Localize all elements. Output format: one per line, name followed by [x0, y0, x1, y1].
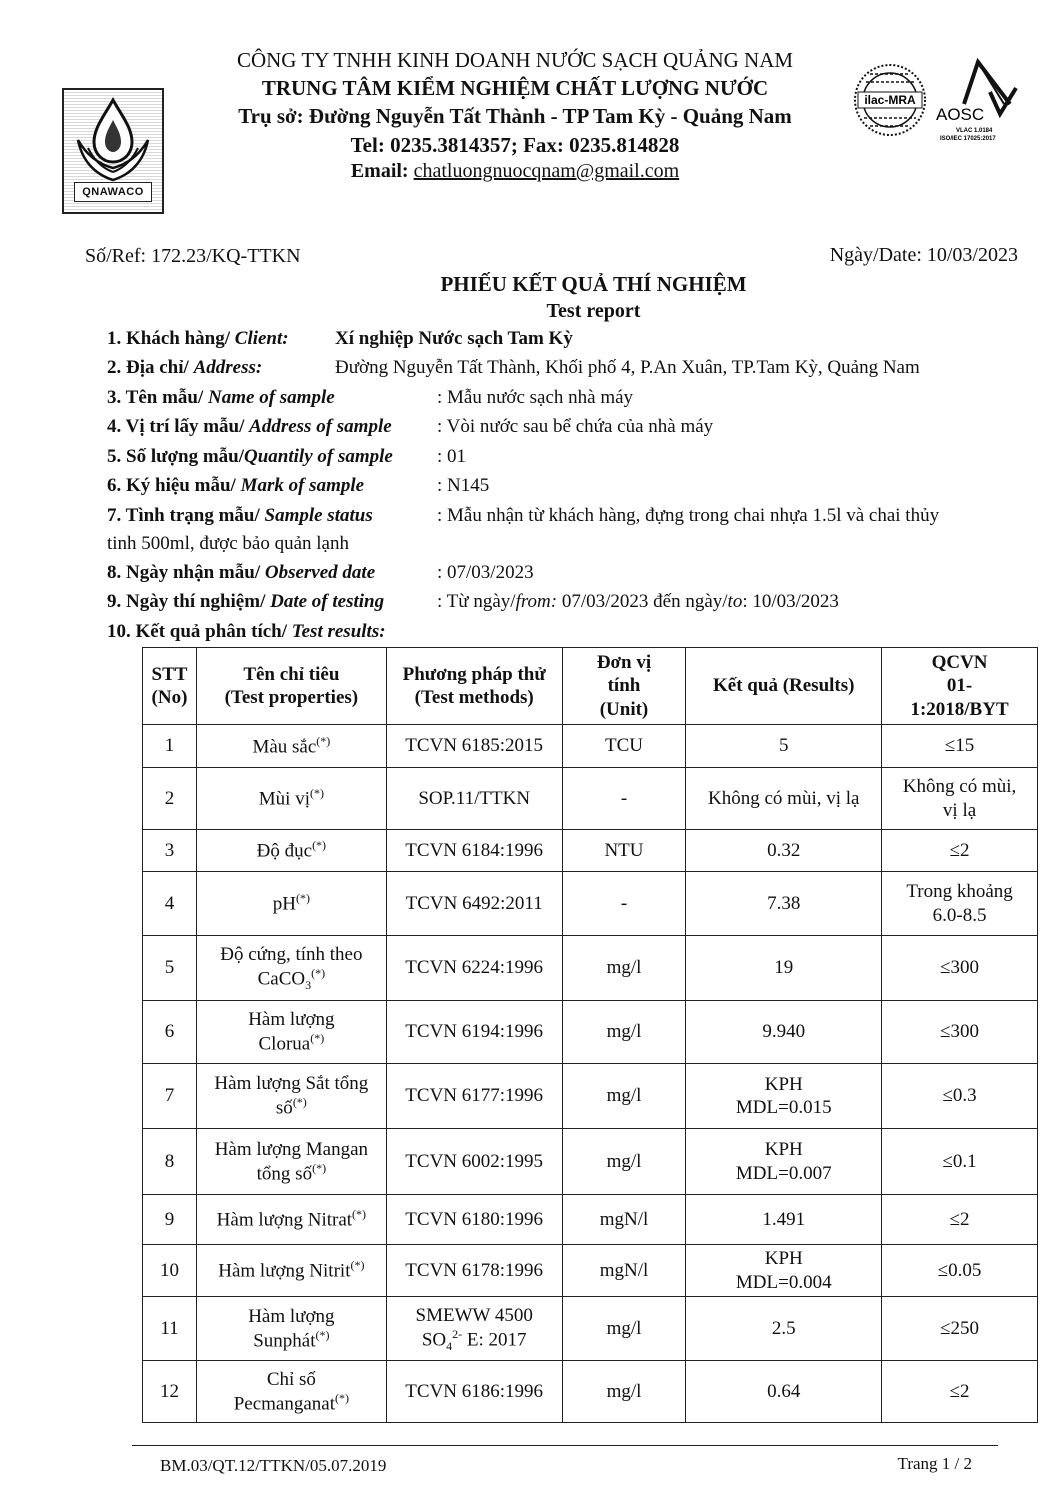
info-quantity — [107, 446, 467, 468]
results-label: 10. Kết quả phân tích/ Test results: — [107, 621, 386, 642]
reference-number: Số/Ref: 172.23/KQ-TTKN — [85, 245, 301, 267]
cell-name: Độ đục(*) — [196, 830, 386, 872]
cell-unit: mg/l — [562, 936, 686, 1001]
cell-method: SMEWW 4500 $SO_4^{2-}$ E: 2017 — [386, 1297, 562, 1361]
cell-no: 10 — [143, 1245, 197, 1297]
cell-result: Không có mùi, vị lạ — [686, 768, 882, 830]
info-results-heading — [107, 621, 386, 643]
cell-unit: mgN/l — [562, 1245, 686, 1297]
cell-name: Hàm lượng Mangan tổng số(*) — [196, 1129, 386, 1195]
ilac-mra-seal — [852, 60, 928, 140]
ilac-mra-seal-icon — [852, 60, 928, 140]
sample-name-value: : Mẫu nước sạch nhà máy — [437, 387, 634, 408]
cell-method: TCVN 6224:1996 — [386, 936, 562, 1001]
mark-label: 6. Ký hiệu mẫu/ Mark of sample — [107, 475, 365, 496]
cell-result: 9.940 — [686, 1001, 882, 1064]
cell-limit: ≤2 — [882, 830, 1038, 872]
cell-method: SOP.11/TTKN — [386, 768, 562, 830]
phone-fax: Tel: 0235.3814357; Fax: 0235.814828 — [350, 133, 680, 157]
cell-no: 3 — [143, 830, 197, 872]
cell-limit: ≤0.05 — [882, 1245, 1038, 1297]
info-sample-name — [107, 387, 634, 409]
mark-value: : N145 — [437, 475, 490, 496]
aosc-accreditation-seal — [934, 56, 1018, 146]
cell-result: 19 — [686, 936, 882, 1001]
cell-limit: ≤0.1 — [882, 1129, 1038, 1195]
status-value: : Mẫu nhận từ khách hàng, đựng trong chai nhựa 1.5l và chai thủy — [437, 505, 940, 526]
results-table — [142, 647, 1038, 1423]
cell-name: Mùi vị(*) — [196, 768, 386, 830]
cell-result: 0.64 — [686, 1361, 882, 1423]
cell-method: TCVN 6180:1996 — [386, 1195, 562, 1245]
cell-unit: mg/l — [562, 1001, 686, 1064]
cell-no: 12 — [143, 1361, 197, 1423]
cell-method: TCVN 6492:2011 — [386, 872, 562, 936]
table-row — [143, 936, 1038, 1001]
cell-no: 11 — [143, 1297, 197, 1361]
footer-divider — [132, 1445, 998, 1446]
cell-method: TCVN 6184:1996 — [386, 830, 562, 872]
cell-name: pH(*) — [196, 872, 386, 936]
table-row — [143, 725, 1038, 768]
table-row — [143, 1297, 1038, 1361]
cell-name: Hàm lượng Sắt tổng số(*) — [196, 1064, 386, 1129]
cell-unit: - — [562, 872, 686, 936]
cell-limit: ≤15 — [882, 725, 1038, 768]
cell-no: 9 — [143, 1195, 197, 1245]
col-header-result: Kết quả (Results) — [686, 648, 882, 725]
received-label: 8. Ngày nhận mẫu/ Observed date — [107, 562, 376, 583]
cell-no: 2 — [143, 768, 197, 830]
col-header-stt: STT (No) — [143, 648, 197, 725]
table-row — [143, 830, 1038, 872]
info-status — [107, 505, 940, 527]
table-row — [143, 1064, 1038, 1129]
cell-result: 1.491 — [686, 1195, 882, 1245]
cell-method: TCVN 6186:1996 — [386, 1361, 562, 1423]
cell-limit: ≤0.3 — [882, 1064, 1038, 1129]
cell-result: KPH MDL=0.004 — [686, 1245, 882, 1297]
info-sample-address — [107, 416, 714, 438]
cell-no: 4 — [143, 872, 197, 936]
received-value: : 07/03/2023 — [437, 562, 534, 583]
table-row — [143, 768, 1038, 830]
info-mark — [107, 475, 490, 497]
report-subtitle: Test report — [546, 300, 641, 322]
cell-result: 2.5 — [686, 1297, 882, 1361]
address-label: 2. Địa chỉ/ Address: — [107, 357, 263, 378]
cell-limit: ≤300 — [882, 936, 1038, 1001]
cell-limit: ≤300 — [882, 1001, 1038, 1064]
cell-unit: NTU — [562, 830, 686, 872]
cell-result: KPH MDL=0.007 — [686, 1129, 882, 1195]
cell-no: 1 — [143, 725, 197, 768]
cell-method: TCVN 6002:1995 — [386, 1129, 562, 1195]
status-label: 7. Tình trạng mẫu/ Sample status — [107, 505, 373, 526]
table-row — [143, 1361, 1038, 1423]
table-row — [143, 872, 1038, 936]
client-label: 1. Khách hàng/ Client: — [107, 328, 289, 349]
company-logo — [62, 88, 164, 214]
center-name: TRUNG TÂM KIỂM NGHIỆM CHẤT LƯỢNG NƯỚC — [261, 76, 769, 100]
quantity-label: 5. Số lượng mẫu/Quantily of sample — [107, 446, 393, 467]
client-value: Xí nghiệp Nước sạch Tam Kỳ — [335, 328, 573, 349]
cell-name: Độ cứng, tính theo CaCO$_3$(*) — [196, 936, 386, 1001]
aosc-text: AOSC — [936, 105, 985, 124]
cell-no: 8 — [143, 1129, 197, 1195]
cell-result: 5 — [686, 725, 882, 768]
col-header-name: Tên chỉ tiêu (Test properties) — [196, 648, 386, 725]
email-line — [170, 160, 860, 183]
cell-method: TCVN 6194:1996 — [386, 1001, 562, 1064]
cell-no: 6 — [143, 1001, 197, 1064]
col-header-standard: QCVN 01- 1:2018/BYT — [882, 648, 1038, 725]
cell-method: TCVN 6178:1996 — [386, 1245, 562, 1297]
info-address — [107, 357, 920, 379]
cell-unit: - — [562, 768, 686, 830]
table-row — [143, 1129, 1038, 1195]
address-value: Đường Nguyễn Tất Thành, Khối phố 4, P.An Xuân, TP.Tam Kỳ, Quảng Nam — [335, 357, 920, 378]
cell-name: Chỉ số Pecmanganat(*) — [196, 1361, 386, 1423]
cell-name: Hàm lượng Sunphát(*) — [196, 1297, 386, 1361]
info-received-date — [107, 562, 534, 584]
sample-address-value: : Vòi nước sau bể chứa của nhà máy — [437, 416, 714, 437]
cell-limit: ≤250 — [882, 1297, 1038, 1361]
cell-unit: TCU — [562, 725, 686, 768]
cell-unit: mg/l — [562, 1361, 686, 1423]
cell-unit: mg/l — [562, 1129, 686, 1195]
table-row — [143, 1001, 1038, 1064]
sample-name-label: 3. Tên mẫu/ Name of sample — [107, 387, 335, 408]
info-client — [107, 328, 573, 350]
cell-limit: ≤2 — [882, 1195, 1038, 1245]
table-row — [143, 1245, 1038, 1297]
aosc-vlac: VLAC 1.0184 — [956, 128, 993, 134]
col-header-unit: Đơn vị tính (Unit) — [562, 648, 686, 725]
status-continued: tinh 500ml, được bảo quản lạnh — [107, 533, 349, 554]
cell-limit: Trong khoảng 6.0-8.5 — [882, 872, 1038, 936]
cell-name: Hàm lượng Nitrat(*) — [196, 1195, 386, 1245]
cell-method: TCVN 6185:2015 — [386, 725, 562, 768]
cell-result: KPH MDL=0.015 — [686, 1064, 882, 1129]
aosc-mark-icon — [934, 56, 1018, 146]
ilac-text: ilac-MRA — [864, 93, 916, 107]
report-title: PHIẾU KẾT QUẢ THÍ NGHIỆM — [440, 272, 747, 296]
cell-no: 7 — [143, 1064, 197, 1129]
cell-limit: ≤2 — [882, 1361, 1038, 1423]
cell-method: TCVN 6177:1996 — [386, 1064, 562, 1129]
col-header-method: Phương pháp thử (Test methods) — [386, 648, 562, 725]
cell-result: 0.32 — [686, 830, 882, 872]
page-number: Trang 1 / 2 — [897, 1454, 972, 1473]
head-office-address: Trụ sở: Đường Nguyễn Tất Thành - TP Tam Kỳ - Quảng Nam — [238, 104, 792, 128]
email-label: Email: — [350, 160, 409, 182]
cell-unit: mgN/l — [562, 1195, 686, 1245]
company-name: CÔNG TY TNHH KINH DOANH NƯỚC SẠCH QUẢNG NAM — [236, 48, 794, 72]
cell-no: 5 — [143, 936, 197, 1001]
table-header-row — [143, 648, 1038, 725]
cell-unit: mg/l — [562, 1297, 686, 1361]
email-link[interactable]: chatluongnuocqnam@gmail.com — [413, 160, 680, 182]
sample-address-label: 4. Vị trí lấy mẫu/ Address of sample — [107, 416, 392, 437]
report-date: Ngày/Date: 10/03/2023 — [829, 244, 1018, 266]
table-row — [143, 1195, 1038, 1245]
cell-name: Hàm lượng Clorua(*) — [196, 1001, 386, 1064]
logo-caption: QNAWACO — [74, 182, 152, 202]
test-date-value: : Từ ngày/from: 07/03/2023 đến ngày/to: 10/03/2023 — [437, 591, 839, 612]
cell-unit: mg/l — [562, 1064, 686, 1129]
cell-name: Màu sắc(*) — [196, 725, 386, 768]
test-date-label: 9. Ngày thí nghiệm/ Date of testing — [107, 591, 385, 612]
info-test-date — [107, 591, 839, 613]
form-code: BM.03/QT.12/TTKN/05.07.2019 — [160, 1456, 387, 1475]
quantity-value: : 01 — [437, 446, 467, 467]
cell-limit: Không có mùi, vị lạ — [882, 768, 1038, 830]
cell-result: 7.38 — [686, 872, 882, 936]
aosc-iso: ISO/IEC 17025:2017 — [940, 136, 996, 142]
cell-name: Hàm lượng Nitrit(*) — [196, 1245, 386, 1297]
